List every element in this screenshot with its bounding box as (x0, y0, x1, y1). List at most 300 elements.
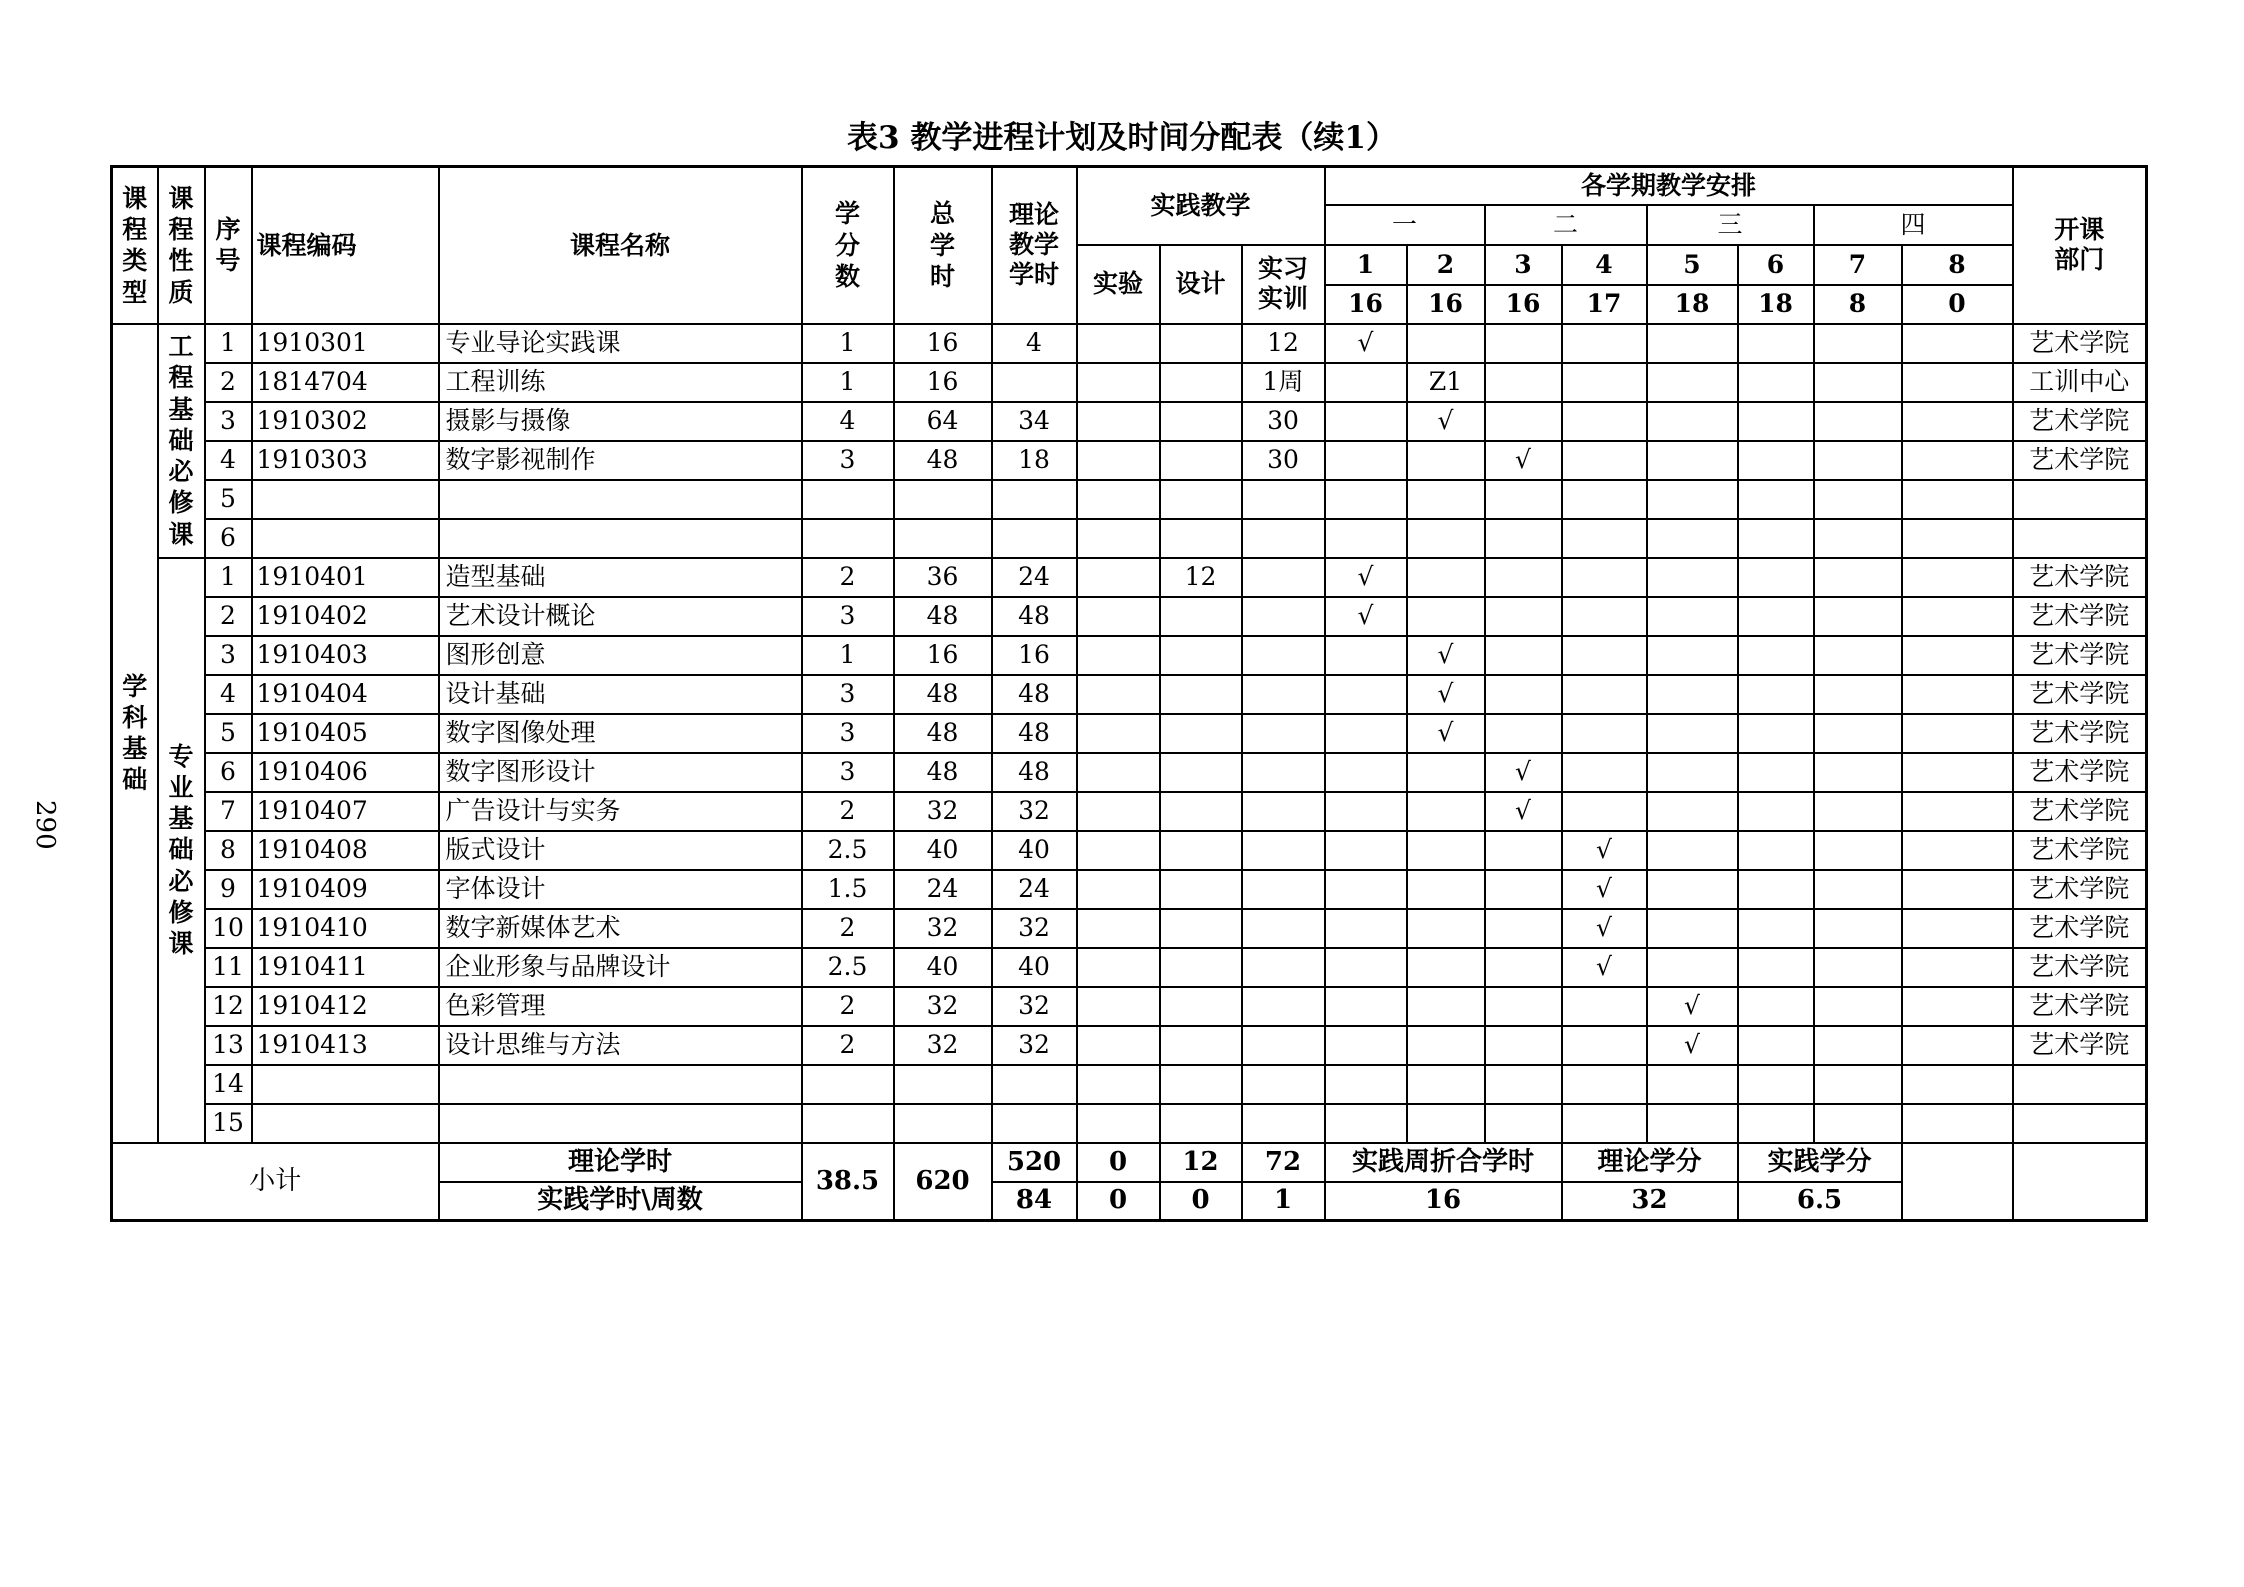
subtotal-practice-week-hours-label: 实践周折合学时 (1325, 1143, 1562, 1182)
name-cell: 色彩管理 (439, 987, 802, 1026)
name-cell: 数字图形设计 (439, 753, 802, 792)
header-weeks: 8 (1814, 285, 1902, 324)
table-row (112, 870, 2147, 909)
internship-cell (1242, 714, 1325, 753)
header-semester: 1 (1325, 245, 1407, 285)
header-weeks: 18 (1738, 285, 1814, 324)
subtotal-practice-credits: 6.5 (1738, 1182, 1902, 1221)
semester-1-cell: √ (1325, 324, 1407, 363)
design-cell (1160, 636, 1242, 675)
department-cell: 艺术学院 (2013, 753, 2147, 792)
experiment-cell (1077, 636, 1160, 675)
semester-7-cell (1814, 1065, 1902, 1104)
page-number: 290 (30, 800, 60, 850)
header-weeks: 16 (1407, 285, 1485, 324)
code-cell: 1910411 (252, 948, 439, 987)
semester-7-cell (1814, 870, 1902, 909)
name-cell: 专业导论实践课 (439, 324, 802, 363)
department-cell: 艺术学院 (2013, 1026, 2147, 1065)
semester-5-cell (1647, 324, 1738, 363)
code-cell (252, 519, 439, 558)
total-hours-cell: 32 (894, 987, 992, 1026)
theory-hours-cell: 18 (992, 441, 1077, 480)
name-cell: 设计基础 (439, 675, 802, 714)
design-cell (1160, 363, 1242, 402)
header-weeks: 16 (1485, 285, 1562, 324)
subtotal-practice-week-hours: 16 (1325, 1182, 1562, 1221)
semester-6-cell (1738, 831, 1814, 870)
total-hours-cell: 48 (894, 675, 992, 714)
header-total-hours: 总学时 (894, 167, 992, 324)
department-cell: 艺术学院 (2013, 636, 2147, 675)
experiment-cell (1077, 1104, 1160, 1143)
code-cell: 1910409 (252, 870, 439, 909)
semester-7-cell (1814, 1104, 1902, 1143)
theory-hours-cell: 48 (992, 753, 1077, 792)
theory-hours-cell (992, 1104, 1077, 1143)
credits-cell (802, 1104, 894, 1143)
seq-cell: 2 (205, 363, 252, 402)
table-row (112, 792, 2147, 831)
department-cell: 艺术学院 (2013, 324, 2147, 363)
semester-5-cell (1647, 831, 1738, 870)
seq-cell: 10 (205, 909, 252, 948)
table-row (112, 909, 2147, 948)
teaching-plan-table (110, 165, 2148, 1222)
semester-7-cell (1814, 831, 1902, 870)
header-internship: 实习实训 (1242, 245, 1325, 324)
code-cell: 1910405 (252, 714, 439, 753)
semester-8-cell (1902, 519, 2013, 558)
experiment-cell (1077, 948, 1160, 987)
credits-cell: 1.5 (802, 870, 894, 909)
semester-3-cell (1485, 714, 1562, 753)
semester-2-cell (1407, 948, 1485, 987)
semester-3-cell: √ (1485, 441, 1562, 480)
semester-7-cell (1814, 753, 1902, 792)
semester-3-cell: √ (1485, 753, 1562, 792)
semester-1-cell (1325, 1026, 1407, 1065)
code-cell: 1910301 (252, 324, 439, 363)
design-cell: 12 (1160, 558, 1242, 597)
theory-hours-cell (992, 363, 1077, 402)
theory-hours-cell: 40 (992, 831, 1077, 870)
total-hours-cell: 48 (894, 714, 992, 753)
semester-2-cell (1407, 597, 1485, 636)
semester-6-cell (1738, 636, 1814, 675)
credits-cell: 2 (802, 558, 894, 597)
semester-8-cell (1902, 831, 2013, 870)
semester-2-cell (1407, 792, 1485, 831)
semester-2-cell (1407, 558, 1485, 597)
design-cell (1160, 1104, 1242, 1143)
header-practice: 实践教学 (1077, 167, 1325, 245)
semester-5-cell (1647, 1104, 1738, 1143)
credits-cell: 1 (802, 636, 894, 675)
name-cell (439, 1065, 802, 1104)
semester-5-cell: √ (1647, 1026, 1738, 1065)
table-row (112, 831, 2147, 870)
semester-8-cell (1902, 753, 2013, 792)
total-hours-cell: 24 (894, 870, 992, 909)
semester-6-cell (1738, 753, 1814, 792)
name-cell: 图形创意 (439, 636, 802, 675)
semester-1-cell (1325, 987, 1407, 1026)
table-row (112, 987, 2147, 1026)
semester-7-cell (1814, 558, 1902, 597)
semester-8-cell (1902, 1065, 2013, 1104)
table-header (112, 167, 2147, 324)
name-cell: 工程训练 (439, 363, 802, 402)
semester-8-cell (1902, 441, 2013, 480)
semester-1-cell (1325, 441, 1407, 480)
semester-8-cell (1902, 675, 2013, 714)
semester-6-cell (1738, 1026, 1814, 1065)
total-hours-cell: 32 (894, 909, 992, 948)
credits-cell: 2 (802, 792, 894, 831)
table-row (112, 948, 2147, 987)
header-semester: 4 (1562, 245, 1647, 285)
semester-5-cell (1647, 636, 1738, 675)
subtotal-practice-credits-label: 实践学分 (1738, 1143, 1902, 1182)
semester-6-cell (1738, 870, 1814, 909)
semester-7-cell (1814, 519, 1902, 558)
semester-2-cell: Z1 (1407, 363, 1485, 402)
semester-8-cell (1902, 636, 2013, 675)
code-cell: 1910407 (252, 792, 439, 831)
seq-cell: 11 (205, 948, 252, 987)
total-hours-cell (894, 1104, 992, 1143)
internship-cell (1242, 636, 1325, 675)
semester-5-cell (1647, 753, 1738, 792)
semester-2-cell (1407, 1065, 1485, 1104)
seq-cell: 5 (205, 480, 252, 519)
experiment-cell (1077, 363, 1160, 402)
experiment-cell (1077, 402, 1160, 441)
semester-3-cell (1485, 402, 1562, 441)
theory-hours-cell: 32 (992, 1026, 1077, 1065)
table-row (112, 597, 2147, 636)
semester-7-cell (1814, 987, 1902, 1026)
internship-cell (1242, 480, 1325, 519)
header-semester: 2 (1407, 245, 1485, 285)
code-cell (252, 1065, 439, 1104)
total-hours-cell (894, 480, 992, 519)
name-cell: 广告设计与实务 (439, 792, 802, 831)
semester-3-cell (1485, 675, 1562, 714)
department-cell: 艺术学院 (2013, 870, 2147, 909)
table-row (112, 441, 2147, 480)
semester-2-cell: √ (1407, 636, 1485, 675)
department-cell: 艺术学院 (2013, 597, 2147, 636)
semester-3-cell (1485, 1065, 1562, 1104)
name-cell: 企业形象与品牌设计 (439, 948, 802, 987)
semester-7-cell (1814, 1026, 1902, 1065)
semester-1-cell: √ (1325, 558, 1407, 597)
table-row (112, 636, 2147, 675)
seq-cell: 9 (205, 870, 252, 909)
subtotal-theory-credits-label: 理论学分 (1562, 1143, 1738, 1182)
semester-1-cell (1325, 792, 1407, 831)
credits-cell: 2.5 (802, 831, 894, 870)
semester-3-cell (1485, 558, 1562, 597)
subtotal-practice-design: 0 (1160, 1182, 1242, 1221)
semester-7-cell (1814, 675, 1902, 714)
seq-cell: 13 (205, 1026, 252, 1065)
semester-7-cell (1814, 636, 1902, 675)
semester-8-cell (1902, 363, 2013, 402)
department-cell (2013, 519, 2147, 558)
semester-4-cell (1562, 753, 1647, 792)
experiment-cell (1077, 714, 1160, 753)
semester-8-cell (1902, 948, 2013, 987)
page-title: 表3 教学进程计划及时间分配表（续1） (847, 120, 1397, 156)
seq-cell: 12 (205, 987, 252, 1026)
header-course-type: 课程类型 (112, 167, 158, 324)
total-hours-cell: 32 (894, 792, 992, 831)
semester-6-cell (1738, 1104, 1814, 1143)
subtotal-label: 小计 (112, 1143, 439, 1221)
semester-6-cell (1738, 792, 1814, 831)
code-cell: 1910408 (252, 831, 439, 870)
theory-hours-cell (992, 1065, 1077, 1104)
internship-cell (1242, 1065, 1325, 1104)
name-cell: 摄影与摄像 (439, 402, 802, 441)
experiment-cell (1077, 1065, 1160, 1104)
experiment-cell (1077, 831, 1160, 870)
code-cell: 1910303 (252, 441, 439, 480)
header-weeks: 17 (1562, 285, 1647, 324)
department-cell: 艺术学院 (2013, 909, 2147, 948)
table-row (112, 363, 2147, 402)
semester-3-cell (1485, 948, 1562, 987)
semester-1-cell (1325, 948, 1407, 987)
seq-cell: 1 (205, 558, 252, 597)
design-cell (1160, 753, 1242, 792)
design-cell (1160, 480, 1242, 519)
seq-cell: 4 (205, 675, 252, 714)
semester-6-cell (1738, 558, 1814, 597)
semester-8-cell (1902, 870, 2013, 909)
semester-7-cell (1814, 792, 1902, 831)
experiment-cell (1077, 519, 1160, 558)
header-semester: 5 (1647, 245, 1738, 285)
credits-cell: 2.5 (802, 948, 894, 987)
header-semester: 7 (1814, 245, 1902, 285)
semester-1-cell (1325, 363, 1407, 402)
table-row (112, 519, 2147, 558)
department-cell: 艺术学院 (2013, 441, 2147, 480)
seq-cell: 15 (205, 1104, 252, 1143)
total-hours-cell: 40 (894, 948, 992, 987)
semester-4-cell (1562, 714, 1647, 753)
semester-1-cell (1325, 519, 1407, 558)
semester-7-cell (1814, 948, 1902, 987)
semester-4-cell (1562, 675, 1647, 714)
semester-6-cell (1738, 675, 1814, 714)
department-cell (2013, 480, 2147, 519)
subtotal-empty-cell (1902, 1143, 2013, 1221)
total-hours-cell: 48 (894, 597, 992, 636)
experiment-cell (1077, 1026, 1160, 1065)
header-semester-plan: 各学期教学安排 (1325, 167, 2013, 205)
header-seq: 序号 (205, 167, 252, 324)
semester-3-cell (1485, 1104, 1562, 1143)
semester-4-cell (1562, 441, 1647, 480)
header-code: 课程编码 (252, 167, 439, 324)
semester-5-cell (1647, 480, 1738, 519)
semester-8-cell (1902, 1026, 2013, 1065)
code-cell: 1910402 (252, 597, 439, 636)
semester-6-cell (1738, 402, 1814, 441)
total-hours-cell: 40 (894, 831, 992, 870)
semester-8-cell (1902, 909, 2013, 948)
subtotal-practice-experiment: 0 (1077, 1182, 1160, 1221)
code-cell: 1910401 (252, 558, 439, 597)
semester-5-cell (1647, 870, 1738, 909)
theory-hours-cell: 24 (992, 870, 1077, 909)
semester-3-cell (1485, 909, 1562, 948)
semester-8-cell (1902, 987, 2013, 1026)
theory-hours-cell: 32 (992, 987, 1077, 1026)
semester-8-cell (1902, 324, 2013, 363)
semester-2-cell (1407, 324, 1485, 363)
internship-cell (1242, 792, 1325, 831)
subtotal-practice-label: 实践学时\周数 (439, 1182, 802, 1221)
semester-4-cell (1562, 558, 1647, 597)
seq-cell: 7 (205, 792, 252, 831)
semester-6-cell (1738, 714, 1814, 753)
header-design: 设计 (1160, 245, 1242, 324)
semester-4-cell: √ (1562, 948, 1647, 987)
header-year-1: 一 (1325, 205, 1485, 245)
experiment-cell (1077, 597, 1160, 636)
design-cell (1160, 987, 1242, 1026)
semester-1-cell (1325, 714, 1407, 753)
internship-cell (1242, 558, 1325, 597)
subtotal-practice-internship: 1 (1242, 1182, 1325, 1221)
semester-3-cell (1485, 597, 1562, 636)
semester-8-cell (1902, 558, 2013, 597)
internship-cell (1242, 909, 1325, 948)
code-cell: 1910410 (252, 909, 439, 948)
table-body (112, 324, 2147, 1143)
seq-cell: 8 (205, 831, 252, 870)
name-cell: 数字图像处理 (439, 714, 802, 753)
semester-5-cell (1647, 402, 1738, 441)
internship-cell (1242, 519, 1325, 558)
department-cell: 艺术学院 (2013, 402, 2147, 441)
department-cell: 艺术学院 (2013, 792, 2147, 831)
header-name: 课程名称 (439, 167, 802, 324)
table-row (112, 1026, 2147, 1065)
total-hours-cell: 16 (894, 636, 992, 675)
header-credits: 学分数 (802, 167, 894, 324)
code-cell: 1910406 (252, 753, 439, 792)
design-cell (1160, 1026, 1242, 1065)
semester-2-cell (1407, 480, 1485, 519)
credits-cell: 1 (802, 363, 894, 402)
code-cell: 1910413 (252, 1026, 439, 1065)
semester-7-cell (1814, 909, 1902, 948)
semester-4-cell (1562, 1026, 1647, 1065)
seq-cell: 2 (205, 597, 252, 636)
semester-6-cell (1738, 948, 1814, 987)
subtotal-practice-hours: 84 (992, 1182, 1077, 1221)
design-cell (1160, 597, 1242, 636)
subtotal-theory-experiment: 0 (1077, 1143, 1160, 1182)
design-cell (1160, 870, 1242, 909)
internship-cell (1242, 675, 1325, 714)
internship-cell (1242, 948, 1325, 987)
header-theory-hours: 理论教学学时 (992, 167, 1077, 324)
semester-5-cell (1647, 597, 1738, 636)
subtotal-theory-credits: 32 (1562, 1182, 1738, 1221)
department-cell: 工训中心 (2013, 363, 2147, 402)
semester-1-cell (1325, 1065, 1407, 1104)
semester-3-cell (1485, 324, 1562, 363)
internship-cell (1242, 1104, 1325, 1143)
semester-8-cell (1902, 597, 2013, 636)
experiment-cell (1077, 324, 1160, 363)
experiment-cell (1077, 441, 1160, 480)
internship-cell (1242, 870, 1325, 909)
semester-2-cell (1407, 1026, 1485, 1065)
seq-cell: 3 (205, 636, 252, 675)
theory-hours-cell: 48 (992, 675, 1077, 714)
semester-1-cell (1325, 870, 1407, 909)
semester-5-cell (1647, 441, 1738, 480)
semester-2-cell (1407, 1104, 1485, 1143)
seq-cell: 1 (205, 324, 252, 363)
experiment-cell (1077, 558, 1160, 597)
header-experiment: 实验 (1077, 245, 1160, 324)
theory-hours-cell: 32 (992, 909, 1077, 948)
name-cell: 数字影视制作 (439, 441, 802, 480)
semester-2-cell: √ (1407, 402, 1485, 441)
semester-6-cell (1738, 480, 1814, 519)
experiment-cell (1077, 675, 1160, 714)
design-cell (1160, 402, 1242, 441)
semester-4-cell (1562, 324, 1647, 363)
course-type-cell: 学科基础 (112, 324, 158, 1143)
experiment-cell (1077, 792, 1160, 831)
total-hours-cell: 48 (894, 753, 992, 792)
semester-5-cell (1647, 558, 1738, 597)
semester-8-cell (1902, 1104, 2013, 1143)
semester-4-cell (1562, 987, 1647, 1026)
course-nature-cell: 专业基础必修课 (158, 558, 205, 1143)
semester-6-cell (1738, 519, 1814, 558)
subtotal-total-hours: 620 (894, 1143, 992, 1221)
credits-cell: 3 (802, 675, 894, 714)
department-cell (2013, 1104, 2147, 1143)
code-cell: 1910404 (252, 675, 439, 714)
semester-1-cell (1325, 402, 1407, 441)
semester-1-cell (1325, 753, 1407, 792)
name-cell (439, 480, 802, 519)
code-cell: 1910403 (252, 636, 439, 675)
semester-3-cell (1485, 831, 1562, 870)
semester-8-cell (1902, 792, 2013, 831)
semester-1-cell: √ (1325, 597, 1407, 636)
credits-cell: 2 (802, 909, 894, 948)
internship-cell (1242, 831, 1325, 870)
semester-1-cell (1325, 1104, 1407, 1143)
semester-2-cell (1407, 441, 1485, 480)
subtotal-credits: 38.5 (802, 1143, 894, 1221)
header-semester: 6 (1738, 245, 1814, 285)
